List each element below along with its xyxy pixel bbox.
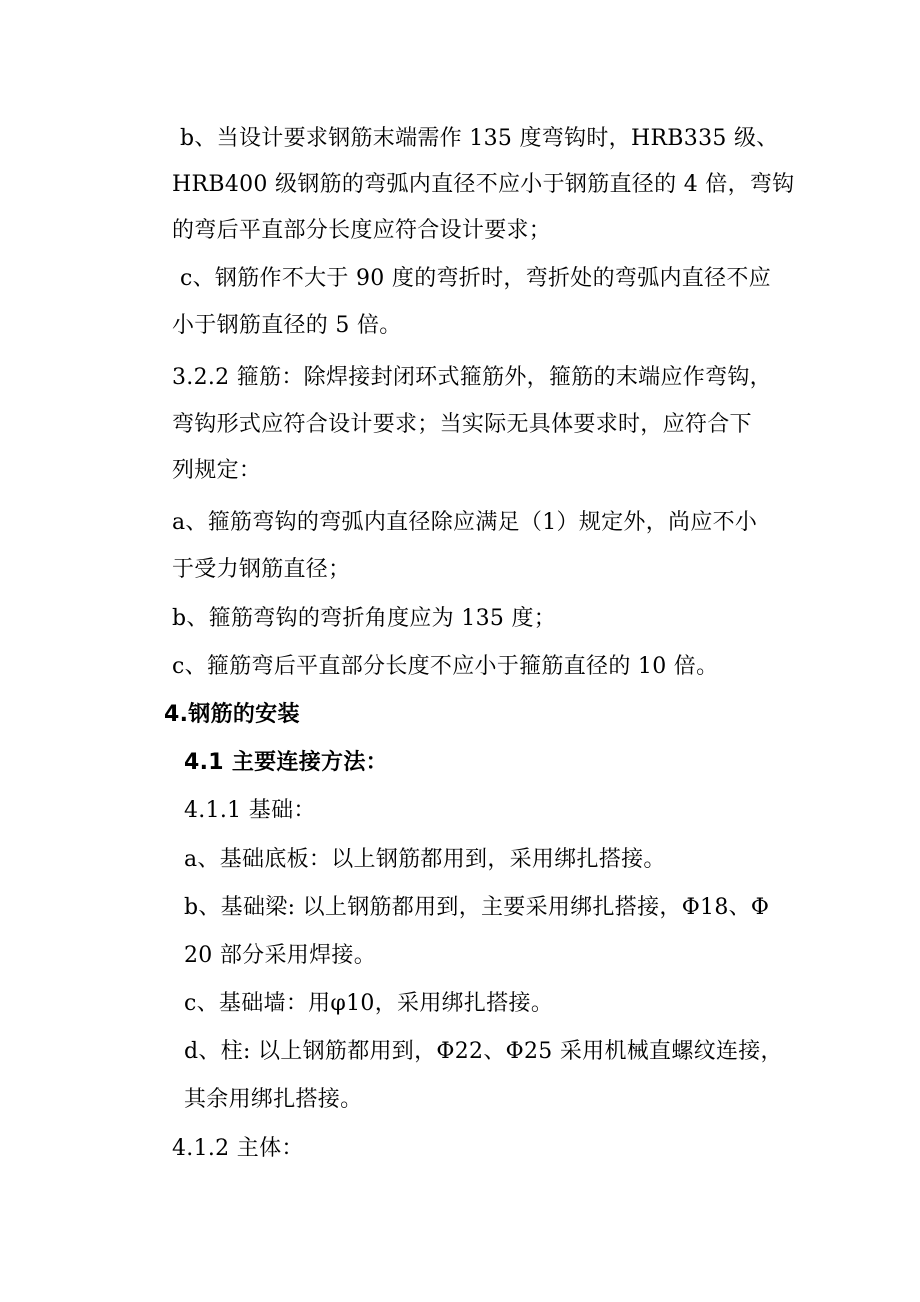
- text-line-column: d、柱: 以上钢筋都用到，Φ22、Φ25 采用机械直螺纹连接，: [184, 1039, 783, 1064]
- text-line-other-lap: 其余用绑扎搭接。: [184, 1087, 363, 1112]
- text-line-stirrup-a-cont: 于受力钢筋直径；: [172, 557, 351, 582]
- text-line-straight-length: 的弯后平直部分长度应符合设计要求；: [172, 218, 552, 243]
- text-line-hook-135: b、当设计要求钢筋末端需作 135 度弯钩时，HRB335 级、: [180, 126, 779, 151]
- text-line-five-times: 小于钢筋直径的 5 倍。: [172, 313, 402, 338]
- subsection-heading-connection: 4.1 主要连接方法：: [184, 750, 388, 775]
- text-line-foundation-wall: c、基础墙：用φ10，采用绑扎搭接。: [184, 991, 554, 1016]
- text-line-hook-form: 弯钩形式应符合设计要求；当实际无具体要求时，应符合下: [172, 412, 752, 437]
- text-line-welding: 20 部分采用焊接。: [184, 943, 376, 968]
- text-line-bend-90: c、钢筋作不大于 90 度的弯折时，弯折处的弯弧内直径不应: [180, 266, 772, 291]
- text-line-foundation: 4.1.1 基础：: [184, 798, 316, 823]
- text-line-hrb400: HRB400 级钢筋的弯弧内直径不应小于钢筋直径的 4 倍，弯钩: [172, 172, 795, 197]
- text-line-foundation-beam: b、基础梁: 以上钢筋都用到，主要采用绑扎搭接，Φ18、Φ: [184, 895, 770, 920]
- text-line-stirrup-b: b、箍筋弯钩的弯折角度应为 135 度；: [172, 606, 557, 631]
- text-line-stirrup-a: a、箍筋弯钩的弯弧内直径除应满足（1）规定外，尚应不小: [172, 510, 758, 535]
- text-line-stirrup-c: c、箍筋弯后平直部分长度不应小于箍筋直径的 10 倍。: [172, 654, 719, 679]
- text-line-stirrup-heading: 3.2.2 箍筋：除焊接封闭环式箍筋外，箍筋的末端应作弯钩，: [172, 365, 772, 390]
- section-heading-installation: 4.钢筋的安装: [164, 702, 300, 727]
- text-line-main-structure: 4.1.2 主体：: [172, 1136, 304, 1161]
- text-line-foundation-slab: a、基础底板：以上钢筋都用到，采用绑扎搭接。: [184, 847, 666, 872]
- text-line-rules: 列规定：: [172, 458, 262, 483]
